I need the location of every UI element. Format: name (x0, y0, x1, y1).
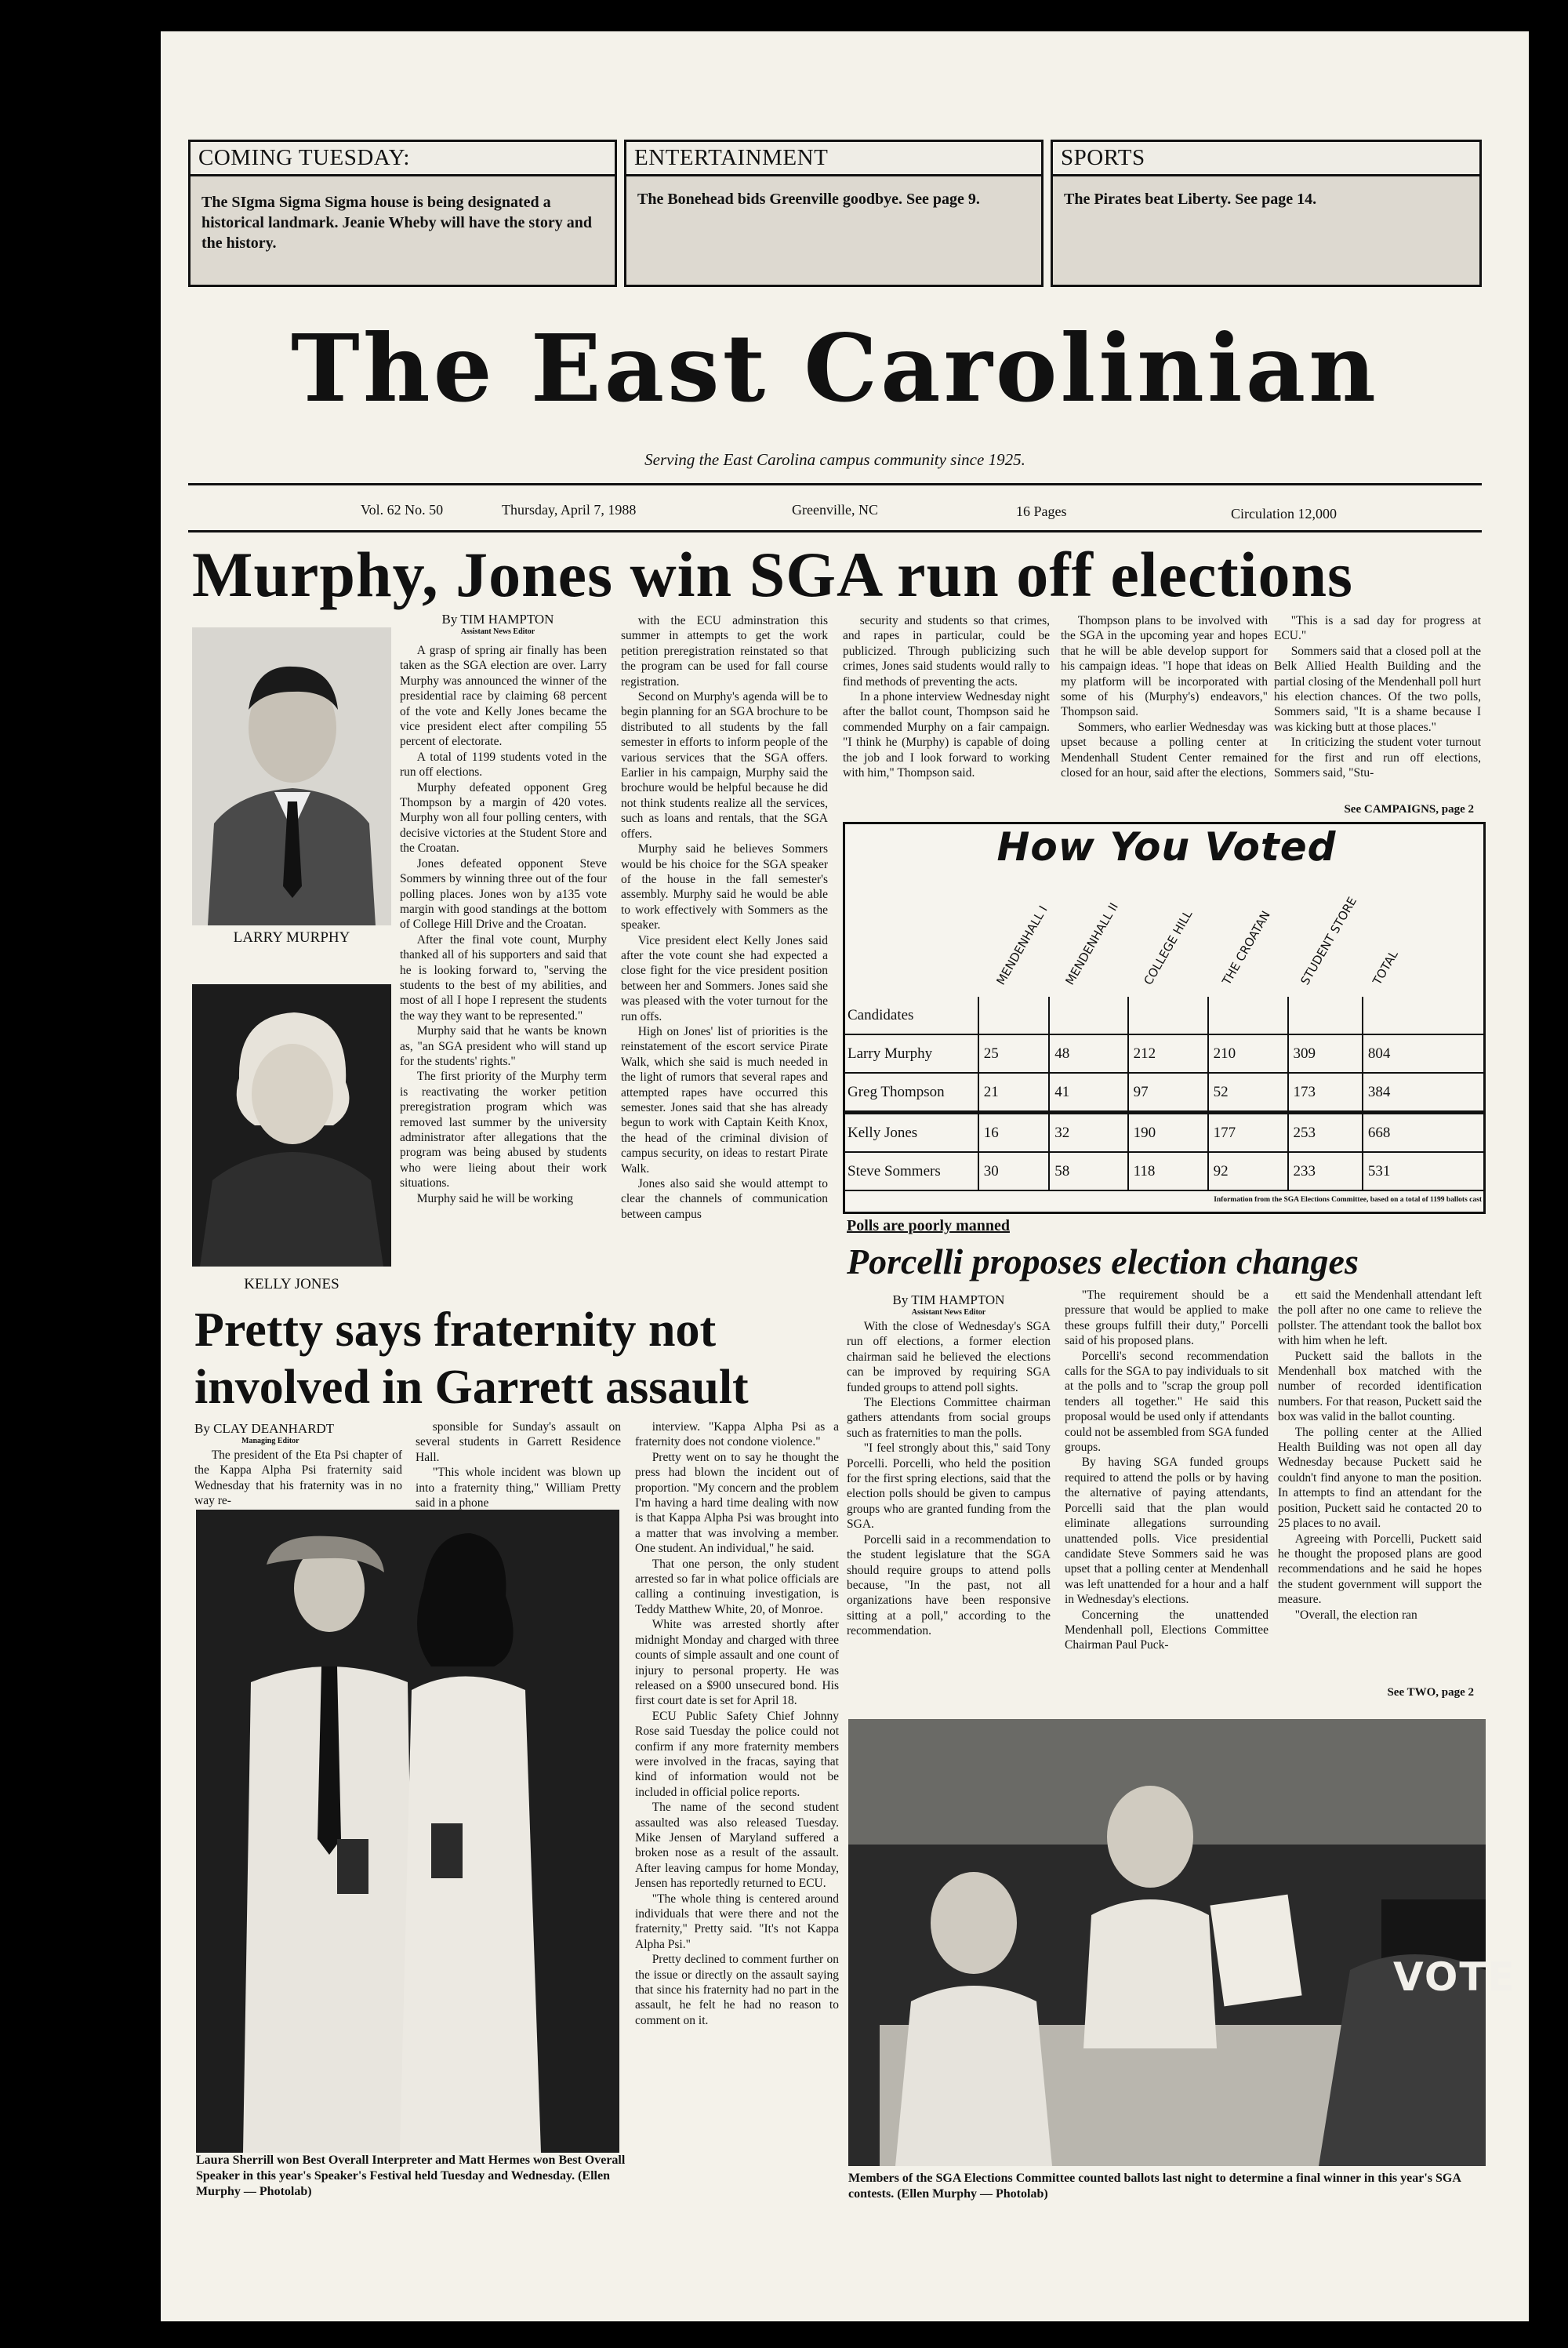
page-count: 16 Pages (1016, 503, 1067, 519)
elections-committee-photo (848, 1719, 1516, 2166)
photo-scene-icon (848, 1719, 1486, 2166)
vote-count: 48 (1049, 1034, 1127, 1073)
story1-jump: See CAMPAIGNS, page 2 (1344, 803, 1474, 816)
info-rule (188, 530, 1482, 532)
teaser-text: The Bonehead bids Greenville goodbye. See page 9. (637, 191, 980, 208)
portrait-icon (192, 627, 391, 925)
speakers-festival-photo (196, 1510, 619, 2153)
paragraph: Pretty declined to comment further on the issue or directly on the assault saying that since his fraternity had no part in the assault, he felt he had no reason to comment on it. (635, 1953, 839, 2027)
vote-table-title: How You Voted (996, 824, 1337, 870)
paragraph: sponsible for Sunday's assault on several students in Garrett Residence Hall. (416, 1420, 621, 1464)
candidate-name: Larry Murphy (843, 1034, 978, 1073)
vote-table-source: Information from the SGA Elections Committee, based on a total of 1199 ballots cast (1214, 1196, 1482, 1204)
vote-column-header: MENDENHALL I (993, 903, 1051, 987)
vote-count: 16 (978, 1113, 1049, 1153)
teaser-coming-tuesday (188, 140, 617, 287)
photo-scene-icon (196, 1510, 619, 2153)
vote-table-column-headers (845, 824, 1488, 1005)
teaser-sports (1051, 140, 1482, 287)
paragraph: Murphy said he believes Sommers would be his choice for the SGA speaker of the house in the fall semester's assembly. Murphy said he would be able to work effectively with Sommers as the speaker. (621, 842, 828, 932)
byline-name: By TIM HAMPTON (441, 612, 554, 627)
paragraph: Murphy defeated opponent Greg Thompson by a margin of 420 votes. Murphy won all four polling centers, with decisive victories at the Student Store and the Croatan. (400, 780, 607, 856)
paragraph: With the close of Wednesday's SGA run off elections, a former election chairman said he believed the elections can be improved by requiring SGA funded groups to attend poll sights. (847, 1320, 1051, 1394)
story1-headline: Murphy, Jones win SGA run off elections (192, 539, 1353, 610)
story3-photo-caption: Laura Sherrill won Best Overall Interpreter and Matt Hermes won Best Overall Speaker in this year's Speaker's Festival held Tuesday and Wednesday. (Ellen Murphy — Photolab) (196, 2154, 626, 2198)
vote-count: 52 (1208, 1073, 1288, 1113)
paragraph: A grasp of spring air finally has been taken as the SGA election are over. Larry Murphy was announced the winner of the presidential race by claiming 68 percent of the vote and Kelly Jones became the vice president elect after compiling 55 percent of electorate. (400, 644, 607, 749)
issue-city: Greenville, NC (792, 502, 878, 518)
vote-count: 21 (978, 1073, 1049, 1113)
portrait-icon (192, 984, 391, 1267)
vote-table (843, 997, 1486, 1191)
byline-name: By TIM HAMPTON (892, 1292, 1005, 1307)
teaser-heading: SPORTS (1053, 142, 1479, 176)
vote-count: 177 (1208, 1113, 1288, 1153)
story2-column-1 (847, 1319, 1051, 1719)
vote-sign-text: VOTE (1393, 1954, 1516, 2000)
story1-byline (400, 612, 596, 636)
paragraph: "The whole thing is centered around individuals that were there and not the fraternity," Pretty said. "It's not Kappa Alpha Psi." (635, 1892, 839, 1951)
vote-table-header-cell (1208, 997, 1288, 1034)
paragraph: "The requirement should be a pressure that would be applied to make these groups fulfill their duty," Porcelli said of his proposed plans. (1065, 1288, 1269, 1348)
vote-count: 41 (1049, 1073, 1127, 1113)
byline-title: Managing Editor (241, 1437, 299, 1445)
paragraph: Porcelli said in a recommendation to the student legislature that the SGA should require groups to attend polls because, "In the past, not all organizations have been responsive sitting at a poll," according to the recommendation. (847, 1532, 1051, 1638)
story1-column-4 (1061, 613, 1268, 819)
story2-headline: Porcelli proposes election changes (847, 1241, 1359, 1281)
candidate-name: Steve Sommers (843, 1152, 978, 1190)
kelly-jones-photo (192, 984, 391, 1267)
story2-photo-caption: Members of the SGA Elections Committee counted ballots last night to determine a final winner in this year's SGA contests. (Ellen Murphy — Photolab) (848, 2172, 1461, 2201)
story2-byline (847, 1292, 1051, 1317)
paragraph: "This whole incident was blown up into a fraternity thing," William Pretty said in a phone (416, 1466, 621, 1510)
vote-count: 309 (1288, 1034, 1363, 1073)
paragraph: Sommers, who earlier Wednesday was upset because a polling center at Mendenhall Student Center remained closed for an hour, said after the elections, (1061, 720, 1268, 780)
paragraph: ett said the Mendenhall attendant left the poll after no one came to relieve the pollster. The attendant took the ballot box with him when he left. (1278, 1288, 1482, 1348)
paragraph: After the final vote count, Murphy thanked all of his supporters and said that he is looking forward to, "serving the students to the best of my abilities, and most of all I hope I represent the students the way they want to be represented." (400, 932, 607, 1023)
paragraph: with the ECU adminstration this summer in attempts to get the work petition preregistration reinstated so that the program can be used for fall course registration. (621, 614, 828, 689)
paragraph: Thompson plans to be involved with the SGA in the upcoming year and hopes that he will be able develop support for his campaign ideas. "I hope that ideas on my platform will be incorporated with some of his (Murphy's) endeavors," Thompson said. (1061, 614, 1268, 719)
story1-column-3 (843, 613, 1050, 819)
story3-byline (194, 1421, 375, 1445)
paragraph: That one person, the only student arrested so far in what police officials are calling a continuing investigation, is Teddy Matthew White, 20, of Monroe. (635, 1557, 839, 1616)
table-row (843, 1073, 1485, 1113)
story2-column-2 (1065, 1288, 1269, 1715)
paragraph: Pretty went on to say he thought the press had blown the incident out of proportion. "My concern and the problem I'm having a hard time dealing with now is that Kappa Alpha Psi was brought into a matter that was involving a member. One student. An individual," he said. (635, 1450, 839, 1556)
paragraph: Murphy said he will be working (416, 1191, 574, 1205)
byline-name: By CLAY DEANHARDT (194, 1421, 335, 1436)
volume-number: Vol. 62 No. 50 (361, 502, 444, 518)
paragraph: Sommers said that a closed poll at the Belk Allied Health Building and the partial closing of the Mendenhall poll hurt his election chances. Of the two polls, Sommers said, "It is a shame because I was kicking butt at those places." (1274, 644, 1481, 734)
paragraph: The name of the second student assaulted was also released Tuesday. Mike Jensen of Maryland suffered a broken nose as a result of the assault. After leaving campus for home Monday, Jensen has reportedly returned to ECU. (635, 1801, 839, 1891)
vote-column-header: THE CROATAN (1219, 908, 1273, 987)
vote-count: 92 (1208, 1152, 1288, 1190)
paragraph: Jones also said she would attempt to clear the channels of communication between campus (621, 1177, 828, 1221)
photo-label-murphy: LARRY MURPHY (233, 929, 350, 946)
candidate-name: Kelly Jones (843, 1113, 978, 1153)
paragraph: The first priority of the Murphy term is reactivating the worker petition preregistration program which was removed last summer by the university administrator after allegations that the program was being abused by students who were lieing about their work situations. (400, 1070, 607, 1190)
story1-column-2 (621, 613, 828, 1289)
story3-headline-line-2: involved in Garrett assault (194, 1361, 749, 1414)
vote-table-header-cell (1288, 997, 1363, 1034)
story3-headline-line-1: Pretty says fraternity not (194, 1303, 717, 1357)
paragraph: Concerning the unattended Mendenhall poll, Elections Committee Chairman Paul Puck- (1065, 1608, 1269, 1652)
vote-count: 173 (1288, 1073, 1363, 1113)
vote-count: 384 (1363, 1073, 1485, 1113)
vote-count: 30 (978, 1152, 1049, 1190)
masthead-title: The East Carolinian (291, 314, 1379, 423)
table-row (843, 1034, 1485, 1073)
vote-column-header: STUDENT STORE (1298, 894, 1360, 987)
paragraph: A total of 1199 students voted in the run off elections. (400, 750, 607, 780)
vote-count: 253 (1288, 1113, 1363, 1153)
vote-count: 25 (978, 1034, 1049, 1073)
story2-column-3 (1278, 1288, 1482, 1677)
vote-count: 58 (1049, 1152, 1127, 1190)
vote-count: 668 (1363, 1113, 1485, 1153)
vote-table-header-cell (1363, 997, 1485, 1034)
vote-count: 210 (1208, 1034, 1288, 1073)
paragraph: The Elections Committee chairman gathers attendants from social groups such as fraternities to man the polls. (847, 1396, 1051, 1440)
vote-table-corner: Candidates (843, 997, 978, 1034)
vote-table-header-row (843, 997, 1485, 1034)
photo-label-jones: KELLY JONES (244, 1276, 339, 1292)
vote-count: 804 (1363, 1034, 1485, 1073)
paragraph: "This is a sad day for progress at ECU." (1274, 614, 1481, 643)
circulation: Circulation 12,000 (1231, 506, 1337, 522)
candidate-name: Greg Thompson (843, 1073, 978, 1113)
masthead-tagline: Serving the East Carolina campus community since 1925. (644, 450, 1025, 469)
table-row (843, 1152, 1485, 1190)
larry-murphy-photo (192, 627, 391, 925)
byline-title: Assistant News Editor (911, 1308, 986, 1317)
paragraph: security and students so that crimes, and rapes in particular, could be publicized. Through publicizing such crimes, Jones said students would rally to find methods of preventing the acts. (843, 614, 1050, 689)
paragraph: "Overall, the election ran (1294, 1608, 1417, 1622)
paragraph: Jones defeated opponent Steve Sommers by winning three out of the four polling places. Jones won by a135 vote margin with good standings at the bottom of College Hill Drive and the Croatan. (400, 856, 607, 932)
vote-table-box (843, 822, 1486, 1214)
paragraph: Puckett said the ballots in the Mendenhall box matched with the number of recorded identification numbers. For that reason, Puckett said the box was valid in the ballot counting. (1278, 1349, 1483, 1424)
paragraph: Vice president elect Kelly Jones said after the vote count she had expected a close fight for the vice president position between her and Sommers. Jones said she was pleased with the voter turnout for the run offs. (621, 933, 828, 1023)
vote-count: 233 (1288, 1152, 1363, 1190)
story2-kicker: Polls are poorly manned (847, 1217, 1010, 1234)
teaser-heading: COMING TUESDAY: (191, 142, 615, 176)
vote-count: 190 (1128, 1113, 1208, 1153)
table-row (843, 1113, 1485, 1153)
issue-date: Thursday, April 7, 1988 (502, 502, 637, 518)
story3-column-1 (194, 1448, 402, 1508)
vote-count: 118 (1128, 1152, 1208, 1190)
teaser-entertainment (624, 140, 1044, 287)
paragraph: ECU Public Safety Chief Johnny Rose said Tuesday the police could not confirm if any more fraternity members were involved in the fracas, saying that kind of information would not be included in official police reports. (635, 1709, 839, 1799)
paragraph: High on Jones' list of priorities is the reinstatement of the escort service Pirate Walk, which she said is much needed in the light of rumors that several rapes and attempted rapes have occurred this semester. Jones said that she has already begun to work with Captain Keith Knox, the head of the criminal division of campus security, on ideas to restart Pirate Walk. (621, 1024, 828, 1176)
vote-table-header-cell (1128, 997, 1208, 1034)
teaser-heading: ENTERTAINMENT (626, 142, 1041, 176)
byline-title: Assistant News Editor (460, 627, 535, 636)
story1-column-5 (1274, 613, 1481, 801)
paragraph: In criticizing the student voter turnout for the first and run off elections, Sommers said, "Stu- (1274, 736, 1481, 780)
paragraph: In a phone interview Wednesday night after the ballot count, Thompson said he commended Murphy on a fair campaign. "I think he (Murphy) is capable of doing the job and I look forward to working with him," Thompson said. (843, 690, 1050, 780)
vote-count: 97 (1128, 1073, 1208, 1113)
story3-column-2 (416, 1419, 621, 1510)
paragraph: The president of the Eta Psi chapter of the Kappa Alpha Psi fraternity said Wednesday that his fraternity was in no way re- (194, 1448, 402, 1508)
story3-column-3 (635, 1419, 839, 2204)
vote-column-header: TOTAL (1370, 947, 1401, 987)
vote-count: 212 (1128, 1034, 1208, 1073)
paragraph: interview. "Kappa Alpha Psi as a fraternity does not condone violence." (635, 1420, 839, 1449)
vote-count: 531 (1363, 1152, 1485, 1190)
paragraph: The polling center at the Allied Health Building was not open all day Wednesday because Puckett said he couldn't find anyone to man the position. In attempts to find an attendant for the position, Puckett said he contacted 20 to 25 places to no avail. (1278, 1425, 1482, 1531)
paragraph: White was arrested shortly after midnight Monday and charged with three counts of simple assault and one count of injury to personal property. He was released on a $900 unsecured bond. His first court date is set for April 18. (635, 1618, 839, 1708)
paragraph: Porcelli's second recommendation calls for the SGA to pay individuals to sit at the polls and to "scrap the group poll tenders all together." He said this proposal would be used only if attendants could not be assembled from SGA funded groups. (1065, 1349, 1269, 1455)
story1-column-1 (400, 643, 607, 1308)
teaser-text: The SIgma Sigma Sigma house is being designated a historical landmark. Jeanie Wheby will have the story and the history. (201, 194, 592, 252)
vote-count: 32 (1049, 1113, 1127, 1153)
paragraph: "I feel strongly about this," said Tony Porcelli. Porcelli, who held the position for the first spring elections, said that the election polls should be given to campus groups who are granted funding from the SGA. (847, 1441, 1051, 1532)
vote-column-header: MENDENHALL II (1062, 900, 1121, 987)
paragraph: Agreeing with Porcelli, Puckett said he thought the proposed plans are good recommendations and he said he hopes the student government will support the measure. (1278, 1532, 1482, 1607)
paragraph: Second on Murphy's agenda will be to begin planning for an SGA brochure to be distributed to all students by the fall semester in efforts to inform people of the various services that the SGA offers. Earlier in his campaign, Murphy said the brochure would be helpful because he did not think students realize all the services, such as loans and rentals, that the SGA offers. (621, 690, 828, 841)
top-rule (188, 483, 1482, 485)
paragraph: Murphy said that he wants be known as, "an SGA president who will stand up for the students' rights." (400, 1024, 607, 1068)
teaser-text: The Pirates beat Liberty. See page 14. (1064, 191, 1317, 208)
paragraph: By having SGA funded groups required to attend the polls or by having the alternative of paying attendants, Porcelli said that the plan would eliminate allegations surrounding unattended polls. Vice presidential candidate Steve Sommers said he was upset that a polling center at Mendenhall was left unattended for a hour and a half in Wednesday's elections. (1065, 1456, 1269, 1607)
vote-table-header-cell (1049, 997, 1127, 1034)
vote-column-header: COLLEGE HILL (1141, 907, 1196, 987)
vote-table-header-cell (978, 997, 1049, 1034)
story2-jump: See TWO, page 2 (1387, 1686, 1474, 1699)
